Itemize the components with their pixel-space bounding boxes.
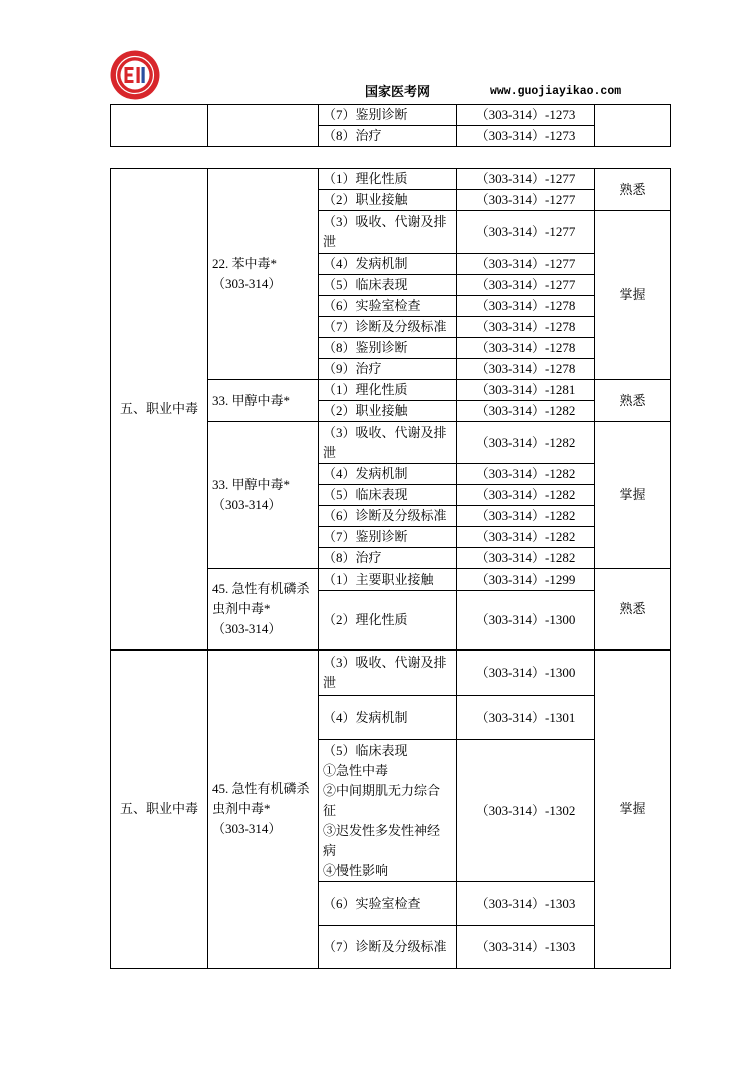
level-cell: 掌握 <box>595 650 671 969</box>
level-cell: 掌握 <box>595 211 671 380</box>
code-cell: （303-314）-1278 <box>457 338 595 359</box>
code-cell: （303-314）-1302 <box>457 740 595 882</box>
syllabus-table <box>110 168 671 969</box>
item-cell: （3）吸收、代谢及排泄 <box>319 211 457 254</box>
level-cell: 熟悉 <box>595 380 671 422</box>
topic-cell <box>208 650 319 969</box>
item-cell: （4）发病机制 <box>319 254 457 275</box>
topic-code: （303-314） <box>212 821 282 837</box>
topic-title: 33. 甲醇中毒* <box>212 392 291 408</box>
code-cell: （303-314）-1273 <box>457 126 595 147</box>
topic-cell <box>208 169 319 380</box>
table-row <box>111 105 671 126</box>
item-cell: （1）理化性质 <box>319 169 457 190</box>
code-cell: （303-314）-1282 <box>457 527 595 548</box>
code-cell: （303-314）-1277 <box>457 190 595 211</box>
item-cell: （8）治疗 <box>319 548 457 569</box>
item-cell: （7）鉴别诊断 <box>319 105 457 126</box>
item-cell: （5）临床表现 <box>319 485 457 506</box>
code-cell: （303-314）-1278 <box>457 317 595 338</box>
item-cell: （3）吸收、代谢及排泄 <box>319 650 457 696</box>
table-row <box>111 650 671 696</box>
code-cell: （303-314）-1300 <box>457 650 595 696</box>
code-cell: （303-314）-1277 <box>457 169 595 190</box>
item-cell: （4）发病机制 <box>319 464 457 485</box>
code-cell: （303-314）-1303 <box>457 926 595 969</box>
code-cell: （303-314）-1281 <box>457 380 595 401</box>
item-cell: （8）鉴别诊断 <box>319 338 457 359</box>
item-cell: （6）诊断及分级标准 <box>319 506 457 527</box>
site-logo-icon <box>110 50 160 100</box>
topic-code: （303-314） <box>212 276 282 291</box>
site-name: 国家医考网 <box>365 84 431 99</box>
sub-item: ②中间期肌无力综合征 <box>323 782 441 818</box>
topic-code: （303-314） <box>212 497 282 512</box>
code-cell: （303-314）-1277 <box>457 275 595 296</box>
topic-title: 45. 急性有机磷杀虫剂中毒* <box>212 781 310 817</box>
topic-cell <box>208 422 319 569</box>
code-cell: （303-314）-1273 <box>457 105 595 126</box>
code-cell: （303-314）-1299 <box>457 569 595 591</box>
level-cell: 熟悉 <box>595 169 671 211</box>
item-cell: （1）理化性质 <box>319 380 457 401</box>
item-label: （5）临床表现 <box>323 742 408 758</box>
item-cell <box>319 740 457 882</box>
code-cell: （303-314）-1282 <box>457 464 595 485</box>
item-cell: （3）吸收、代谢及排泄 <box>319 422 457 464</box>
code-cell: （303-314）-1278 <box>457 359 595 380</box>
code-cell: （303-314）-1301 <box>457 696 595 740</box>
syllabus-table-continued <box>110 104 671 147</box>
code-cell: （303-314）-1282 <box>457 506 595 527</box>
sub-item: ①急性中毒 <box>323 762 389 778</box>
item-cell: （5）临床表现 <box>319 275 457 296</box>
code-cell: （303-314）-1282 <box>457 422 595 464</box>
item-cell: （2）理化性质 <box>319 591 457 650</box>
level-cell: 熟悉 <box>595 569 671 650</box>
topic-title: 45. 急性有机磷杀虫剂中毒* <box>212 580 310 616</box>
item-cell: （2）职业接触 <box>319 401 457 422</box>
topic-cell <box>208 569 319 650</box>
sub-item: ④慢性影响 <box>323 862 389 878</box>
item-cell: （2）职业接触 <box>319 190 457 211</box>
item-cell: （8）治疗 <box>319 126 457 147</box>
item-cell: （1）主要职业接触 <box>319 569 457 591</box>
code-cell: （303-314）-1278 <box>457 296 595 317</box>
section-cell <box>111 105 208 147</box>
item-cell: （4）发病机制 <box>319 696 457 740</box>
section-cell: 五、职业中毒 <box>111 650 208 969</box>
level-cell: 掌握 <box>595 422 671 569</box>
item-cell: （7）诊断及分级标准 <box>319 317 457 338</box>
code-cell: （303-314）-1282 <box>457 485 595 506</box>
item-cell: （9）治疗 <box>319 359 457 380</box>
code-cell: （303-314）-1303 <box>457 882 595 926</box>
site-url: www.guojiayikao.com <box>490 85 622 98</box>
section-cell: 五、职业中毒 <box>111 169 208 650</box>
sub-item: ③迟发性多发性神经病 <box>323 822 441 858</box>
code-cell: （303-314）-1282 <box>457 548 595 569</box>
item-cell: （7）诊断及分级标准 <box>319 926 457 969</box>
code-cell: （303-314）-1277 <box>457 254 595 275</box>
topic-title: 22. 苯中毒* <box>212 256 278 271</box>
topic-code: （303-314） <box>212 620 282 636</box>
topic-title: 33. 甲醇中毒* <box>212 477 291 492</box>
topic-cell <box>208 380 319 422</box>
item-cell: （7）鉴别诊断 <box>319 527 457 548</box>
level-cell <box>595 105 671 147</box>
code-cell: （303-314）-1277 <box>457 211 595 254</box>
table-row <box>111 169 671 190</box>
code-cell: （303-314）-1300 <box>457 591 595 650</box>
code-cell: （303-314）-1282 <box>457 401 595 422</box>
item-cell: （6）实验室检查 <box>319 882 457 926</box>
topic-cell <box>208 105 319 147</box>
item-cell: （6）实验室检查 <box>319 296 457 317</box>
